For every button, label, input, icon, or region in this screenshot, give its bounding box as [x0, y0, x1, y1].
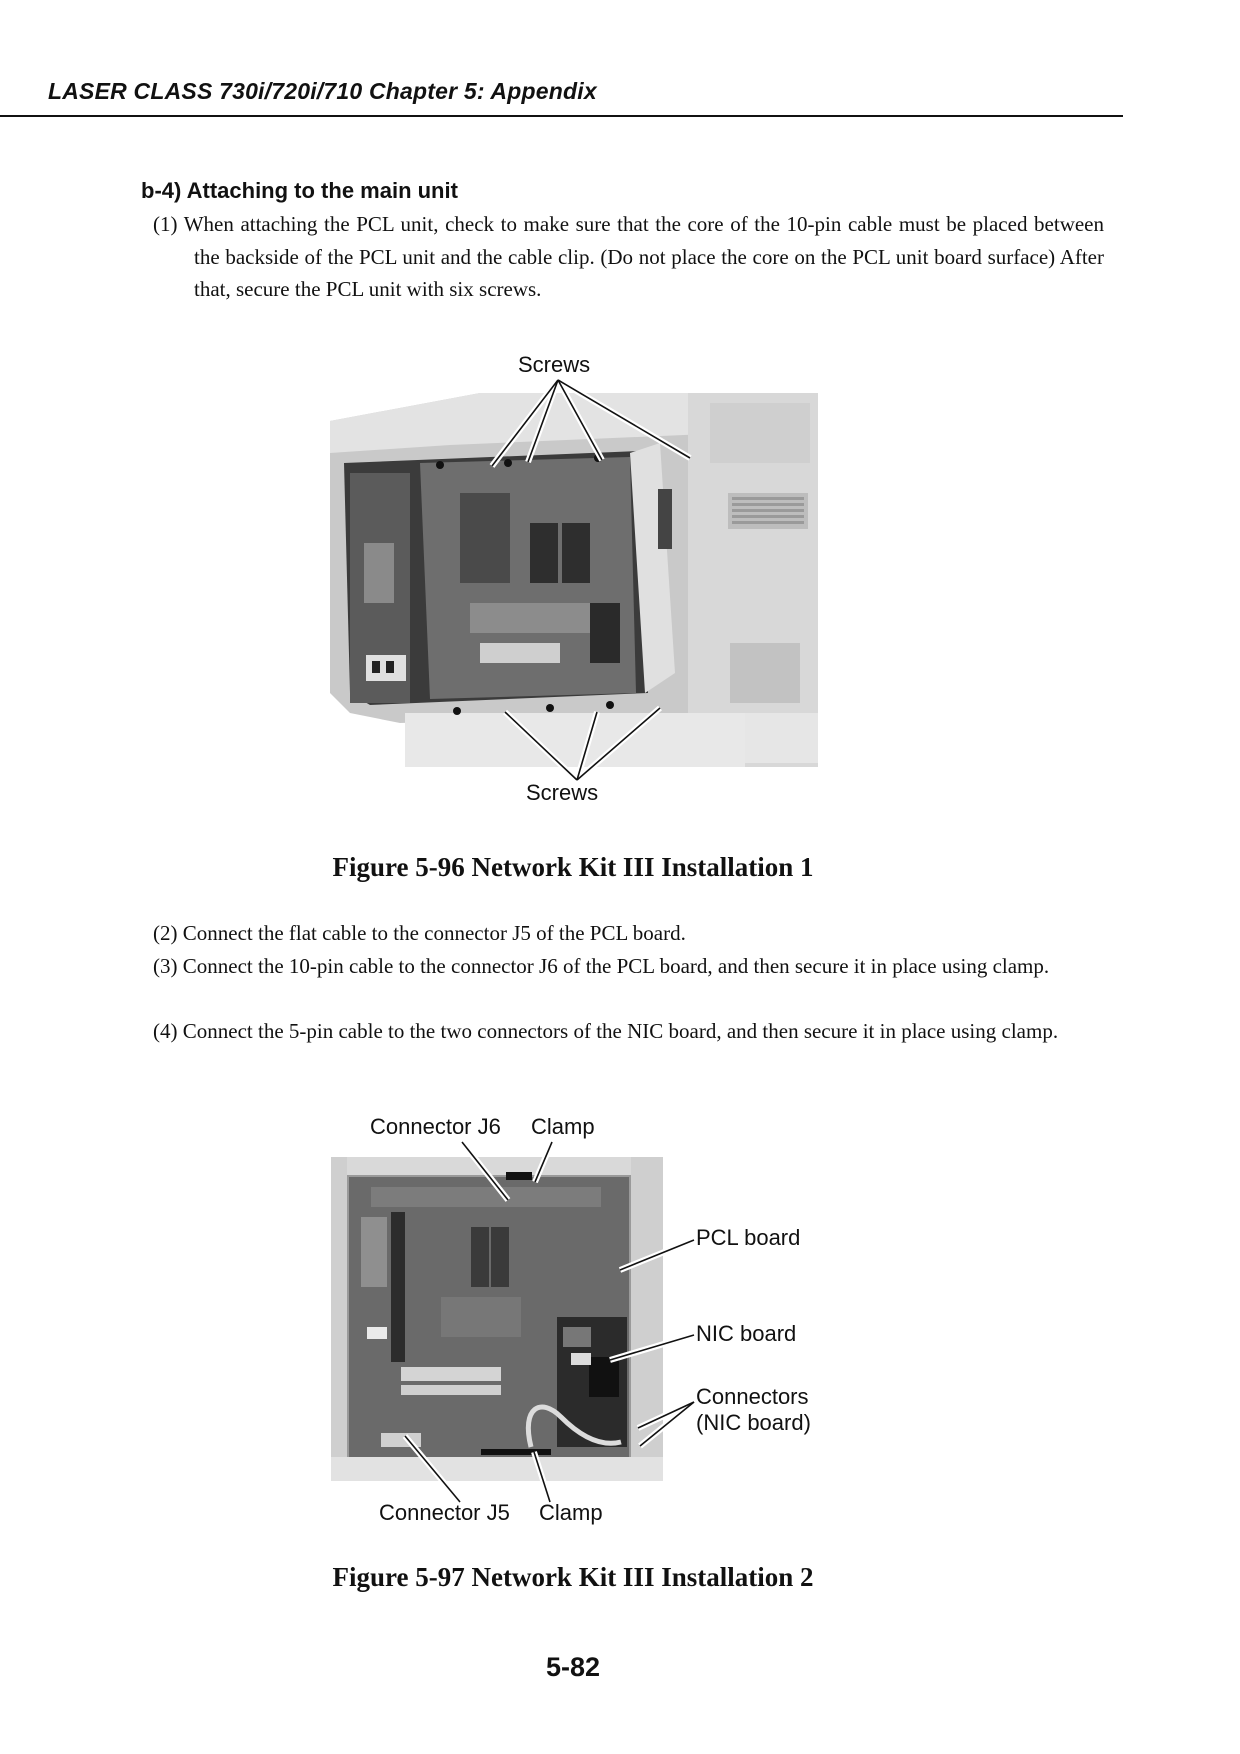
section-heading: b-4) Attaching to the main unit: [141, 178, 458, 203]
figure-2-label-connectors-nic: (NIC board): [696, 1410, 811, 1435]
page-number: 5-82: [545, 1652, 601, 1682]
figure-2-label-clamp-bottom: Clamp: [539, 1500, 603, 1525]
step-2: [153, 917, 1104, 950]
step-number: (1): [153, 212, 178, 236]
step-text: When attaching the PCL unit, check to make sure that the core of the 10-pin cable must be placed between the backside of the PCL unit and the cable clip. (Do not place the core on the PCL unit board surface) After that, secure the PCL unit with six screws.: [183, 212, 1105, 301]
step-text: Connect the flat cable to the connector J5 of the PCL board.: [182, 921, 686, 945]
step-4: [153, 1015, 1104, 1048]
figure-2-label-connectors: Connectors: [696, 1384, 809, 1409]
running-header: LASER CLASS 730i/720i/710 Chapter 5: Appendix: [48, 78, 597, 104]
step-number: (3): [153, 954, 178, 978]
figure-1-label-screws-bottom: Screws: [526, 780, 599, 805]
figure-2-photo: [331, 1157, 663, 1481]
step-number: (4): [153, 1019, 178, 1043]
figure-2-label-nic-board: NIC board: [696, 1321, 797, 1346]
step-text: Connect the 10-pin cable to the connector J6 of the PCL board, and then secure it in place using clamp.: [182, 954, 1050, 978]
step-number: (2): [153, 921, 178, 945]
figure-2-label-connector-j5: Connector J5: [379, 1500, 510, 1525]
figure-1-photo: [330, 393, 818, 767]
figure-2-label-clamp-top: Clamp: [531, 1114, 595, 1139]
figure-1-label-screws-top: Screws: [518, 352, 591, 377]
step-1: [153, 208, 1104, 306]
figure-2-caption: Figure 5-97 Network Kit III Installation 2: [332, 1562, 814, 1592]
figure-2-label-pcl-board: PCL board: [696, 1225, 801, 1250]
step-3: [153, 950, 1104, 983]
header-rule: [0, 115, 1123, 117]
step-text: Connect the 5-pin cable to the two connectors of the NIC board, and then secure it in place using clamp.: [182, 1019, 1059, 1043]
figure-1-caption: Figure 5-96 Network Kit III Installation 1: [332, 852, 814, 882]
figure-2-label-connector-j6: Connector J6: [370, 1114, 501, 1139]
